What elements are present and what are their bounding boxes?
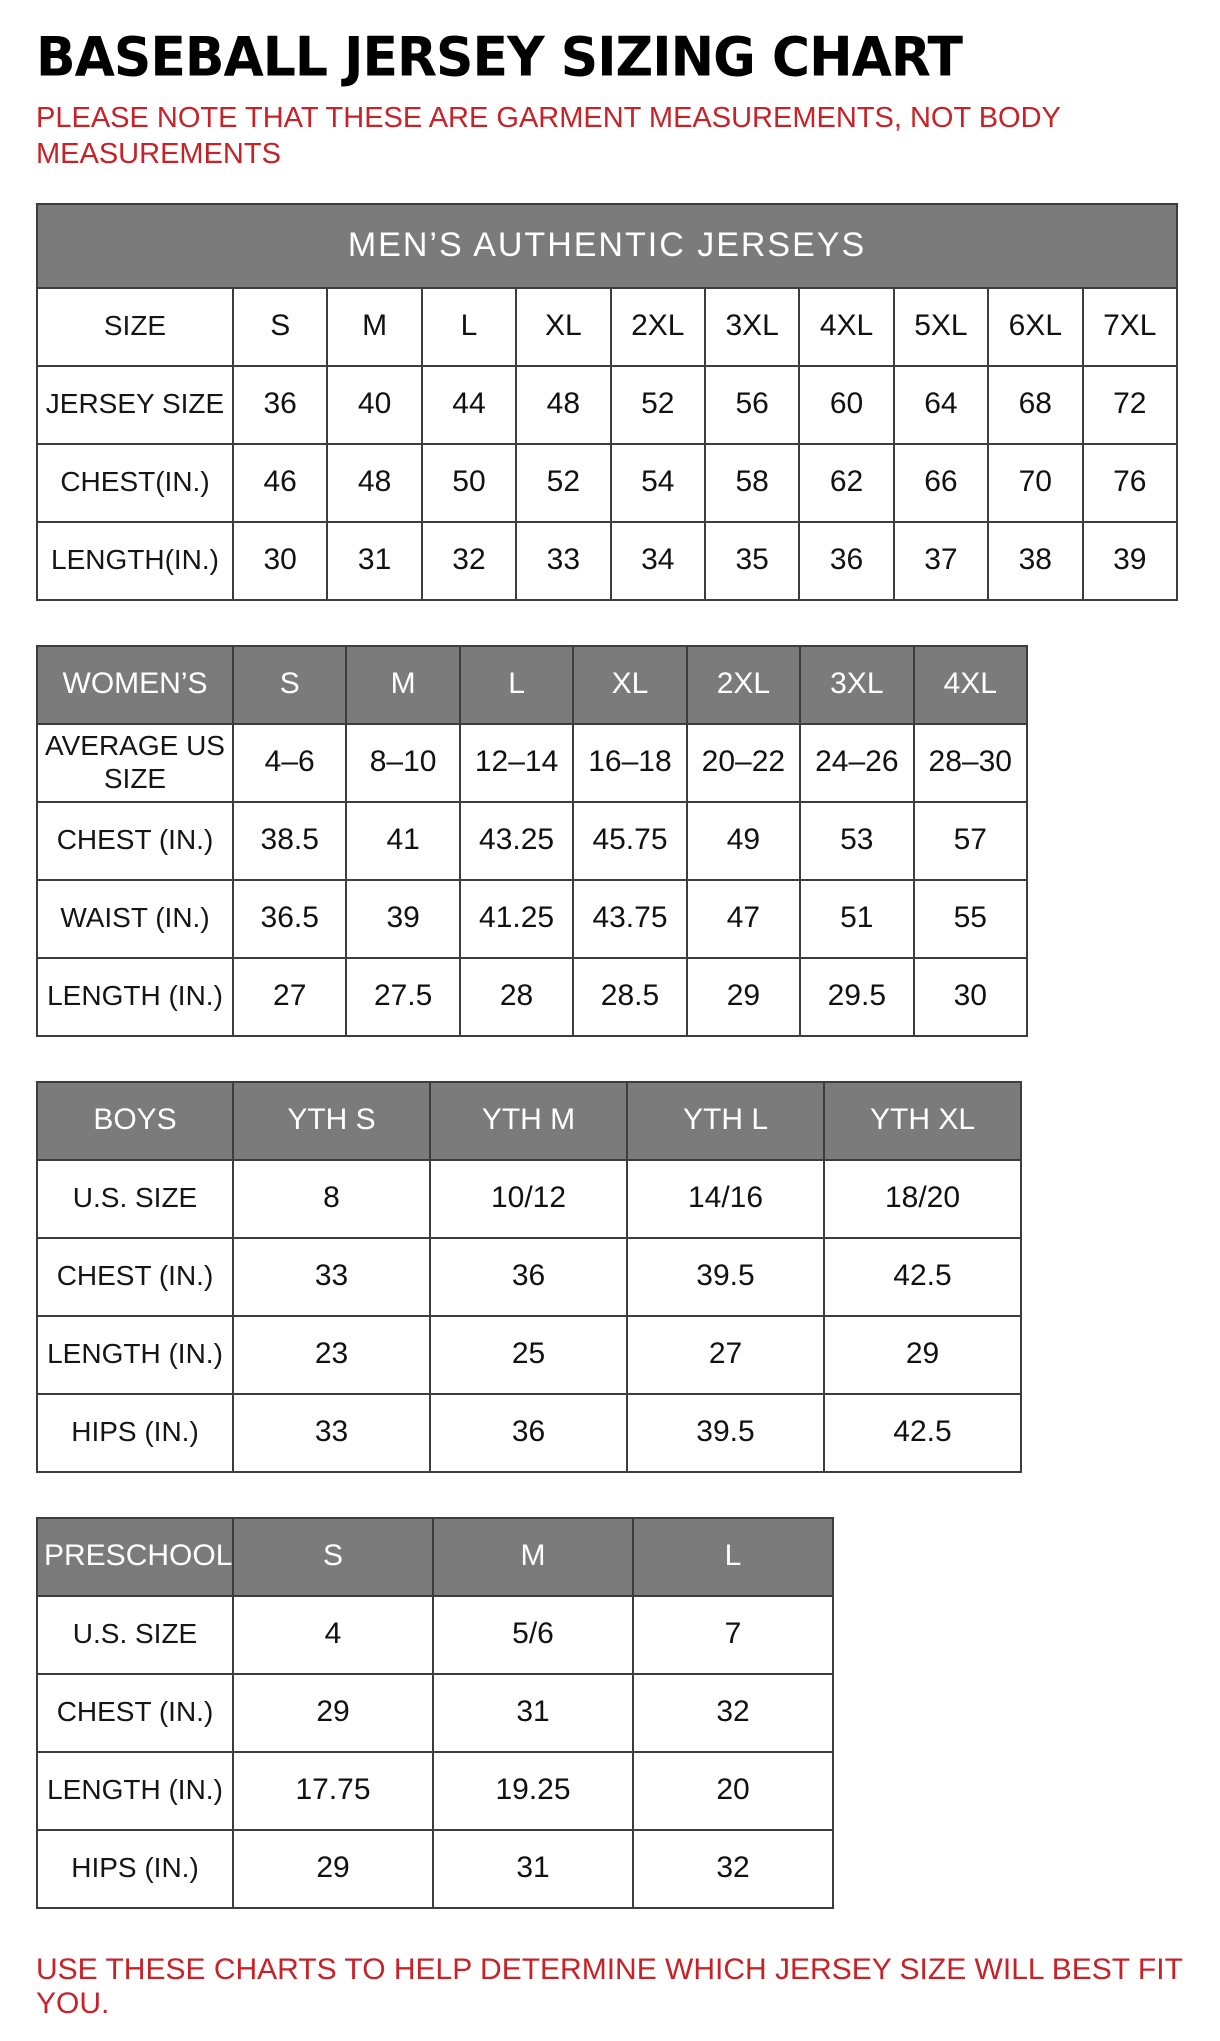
value-cell: 32 (633, 1674, 833, 1752)
header-cell: S (233, 646, 346, 724)
table-row (37, 522, 1177, 600)
table-row (37, 958, 1027, 1036)
value-cell: 36 (233, 366, 327, 444)
header-cell: YTH XL (824, 1082, 1021, 1160)
value-cell: 5/6 (433, 1596, 633, 1674)
value-cell: 31 (433, 1830, 633, 1908)
mens-authentic-table (36, 203, 1178, 601)
value-cell: 36 (430, 1394, 627, 1472)
value-cell: 14/16 (627, 1160, 824, 1238)
row-label: LENGTH (IN.) (37, 1752, 233, 1830)
row-label: HIPS (IN.) (37, 1830, 233, 1908)
row-label: JERSEY SIZE (37, 366, 233, 444)
value-cell: 38 (988, 522, 1082, 600)
value-cell: 39 (1083, 522, 1177, 600)
womens-header-label: WOMEN’S (37, 646, 233, 724)
value-cell: 66 (894, 444, 988, 522)
value-cell: 7 (633, 1596, 833, 1674)
value-cell: 29 (687, 958, 800, 1036)
value-cell: 31 (327, 522, 421, 600)
value-cell: 7XL (1083, 288, 1177, 366)
mens-authentic-table-section (36, 203, 1184, 601)
value-cell: 29.5 (800, 958, 913, 1036)
value-cell: 10/12 (430, 1160, 627, 1238)
value-cell: 19.25 (433, 1752, 633, 1830)
womens-table-section (36, 645, 1184, 1037)
value-cell: 17.75 (233, 1752, 433, 1830)
value-cell: 32 (422, 522, 516, 600)
value-cell: 34 (611, 522, 705, 600)
value-cell: 55 (914, 880, 1027, 958)
header-cell: YTH S (233, 1082, 430, 1160)
header-row (37, 646, 1027, 724)
value-cell: 41 (346, 802, 459, 880)
value-cell: 44 (422, 366, 516, 444)
value-cell: 60 (799, 366, 893, 444)
value-cell: 31 (433, 1674, 633, 1752)
value-cell: 12–14 (460, 724, 573, 802)
value-cell: 42.5 (824, 1394, 1021, 1472)
value-cell: 29 (233, 1830, 433, 1908)
value-cell: 28 (460, 958, 573, 1036)
header-cell: 2XL (687, 646, 800, 724)
table-row (37, 1674, 833, 1752)
value-cell: 39.5 (627, 1238, 824, 1316)
value-cell: 20–22 (687, 724, 800, 802)
table-row (37, 724, 1027, 802)
value-cell: 20 (633, 1752, 833, 1830)
banner-row (37, 204, 1177, 288)
value-cell: 27 (627, 1316, 824, 1394)
value-cell: 51 (800, 880, 913, 958)
row-label: CHEST (IN.) (37, 1674, 233, 1752)
header-cell: S (233, 1518, 433, 1596)
value-cell: 32 (633, 1830, 833, 1908)
value-cell: 27 (233, 958, 346, 1036)
womens-table (36, 645, 1028, 1037)
value-cell: 2XL (611, 288, 705, 366)
row-label: AVERAGE US SIZE (37, 724, 233, 802)
value-cell: 56 (705, 366, 799, 444)
row-label: WAIST (IN.) (37, 880, 233, 958)
row-label: CHEST(IN.) (37, 444, 233, 522)
row-label: U.S. SIZE (37, 1160, 233, 1238)
header-row (37, 1082, 1021, 1160)
value-cell: 4 (233, 1596, 433, 1674)
value-cell: 70 (988, 444, 1082, 522)
value-cell: 64 (894, 366, 988, 444)
header-cell: L (460, 646, 573, 724)
value-cell: 33 (516, 522, 610, 600)
table-row (37, 1316, 1021, 1394)
value-cell: 54 (611, 444, 705, 522)
value-cell: 29 (824, 1316, 1021, 1394)
value-cell: 57 (914, 802, 1027, 880)
boys-header-label: BOYS (37, 1082, 233, 1160)
header-cell: YTH L (627, 1082, 824, 1160)
value-cell: 18/20 (824, 1160, 1021, 1238)
value-cell: 30 (233, 522, 327, 600)
value-cell: S (233, 288, 327, 366)
value-cell: 36.5 (233, 880, 346, 958)
value-cell: 72 (1083, 366, 1177, 444)
value-cell: 25 (430, 1316, 627, 1394)
row-label: HIPS (IN.) (37, 1394, 233, 1472)
row-label: U.S. SIZE (37, 1596, 233, 1674)
table-row (37, 1394, 1021, 1472)
value-cell: 37 (894, 522, 988, 600)
value-cell: 52 (516, 444, 610, 522)
preschool-table (36, 1517, 834, 1909)
value-cell: 43.25 (460, 802, 573, 880)
header-cell: M (433, 1518, 633, 1596)
value-cell: 24–26 (800, 724, 913, 802)
value-cell: 49 (687, 802, 800, 880)
row-label: LENGTH (IN.) (37, 1316, 233, 1394)
value-cell: 29 (233, 1674, 433, 1752)
value-cell: 39 (346, 880, 459, 958)
value-cell: 3XL (705, 288, 799, 366)
table-row (37, 1830, 833, 1908)
table-row (37, 444, 1177, 522)
value-cell: 50 (422, 444, 516, 522)
value-cell: 8 (233, 1160, 430, 1238)
table-row (37, 1596, 833, 1674)
value-cell: XL (516, 288, 610, 366)
boys-table-section (36, 1081, 1184, 1473)
value-cell: 8–10 (346, 724, 459, 802)
table-row (37, 802, 1027, 880)
value-cell: 46 (233, 444, 327, 522)
table-row (37, 880, 1027, 958)
footer-note: USE THESE CHARTS TO HELP DETERMINE WHICH JERSEY SIZE WILL BEST FIT YOU. (36, 1952, 1183, 2020)
preschool-table-section (36, 1517, 1184, 1909)
row-label: CHEST (IN.) (37, 802, 233, 880)
value-cell: 4XL (799, 288, 893, 366)
page-title: BASEBALL JERSEY SIZING CHART (36, 26, 963, 89)
value-cell: 16–18 (573, 724, 686, 802)
value-cell: 30 (914, 958, 1027, 1036)
header-cell: 3XL (800, 646, 913, 724)
value-cell: 23 (233, 1316, 430, 1394)
value-cell: 36 (430, 1238, 627, 1316)
table-row (37, 1752, 833, 1830)
garment-measurement-note: PLEASE NOTE THAT THESE ARE GARMENT MEASUREMENTS, NOT BODY MEASUREMENTS (36, 102, 1061, 171)
value-cell: 53 (800, 802, 913, 880)
table-row (37, 1238, 1021, 1316)
value-cell: 47 (687, 880, 800, 958)
value-cell: 35 (705, 522, 799, 600)
value-cell: 43.75 (573, 880, 686, 958)
value-cell: 42.5 (824, 1238, 1021, 1316)
header-cell: L (633, 1518, 833, 1596)
value-cell: 68 (988, 366, 1082, 444)
value-cell: 48 (327, 444, 421, 522)
value-cell: 36 (799, 522, 893, 600)
value-cell: 39.5 (627, 1394, 824, 1472)
table-row (37, 288, 1177, 366)
preschool-header-label: PRESCHOOL (37, 1518, 233, 1596)
value-cell: 45.75 (573, 802, 686, 880)
table-row (37, 366, 1177, 444)
header-cell: 4XL (914, 646, 1027, 724)
value-cell: 33 (233, 1238, 430, 1316)
value-cell: 38.5 (233, 802, 346, 880)
value-cell: 62 (799, 444, 893, 522)
value-cell: 4–6 (233, 724, 346, 802)
row-label: LENGTH(IN.) (37, 522, 233, 600)
row-label: CHEST (IN.) (37, 1238, 233, 1316)
value-cell: 33 (233, 1394, 430, 1472)
value-cell: 40 (327, 366, 421, 444)
value-cell: 28–30 (914, 724, 1027, 802)
header-cell: M (346, 646, 459, 724)
row-label: LENGTH (IN.) (37, 958, 233, 1036)
mens-authentic-banner: MEN’S AUTHENTIC JERSEYS (37, 204, 1177, 288)
table-row (37, 1160, 1021, 1238)
value-cell: 28.5 (573, 958, 686, 1036)
value-cell: 5XL (894, 288, 988, 366)
value-cell: 41.25 (460, 880, 573, 958)
value-cell: 27.5 (346, 958, 459, 1036)
header-row (37, 1518, 833, 1596)
header-cell: XL (573, 646, 686, 724)
boys-table (36, 1081, 1022, 1473)
value-cell: 76 (1083, 444, 1177, 522)
value-cell: M (327, 288, 421, 366)
value-cell: L (422, 288, 516, 366)
row-label: SIZE (37, 288, 233, 366)
value-cell: 58 (705, 444, 799, 522)
value-cell: 48 (516, 366, 610, 444)
value-cell: 6XL (988, 288, 1082, 366)
value-cell: 52 (611, 366, 705, 444)
header-cell: YTH M (430, 1082, 627, 1160)
